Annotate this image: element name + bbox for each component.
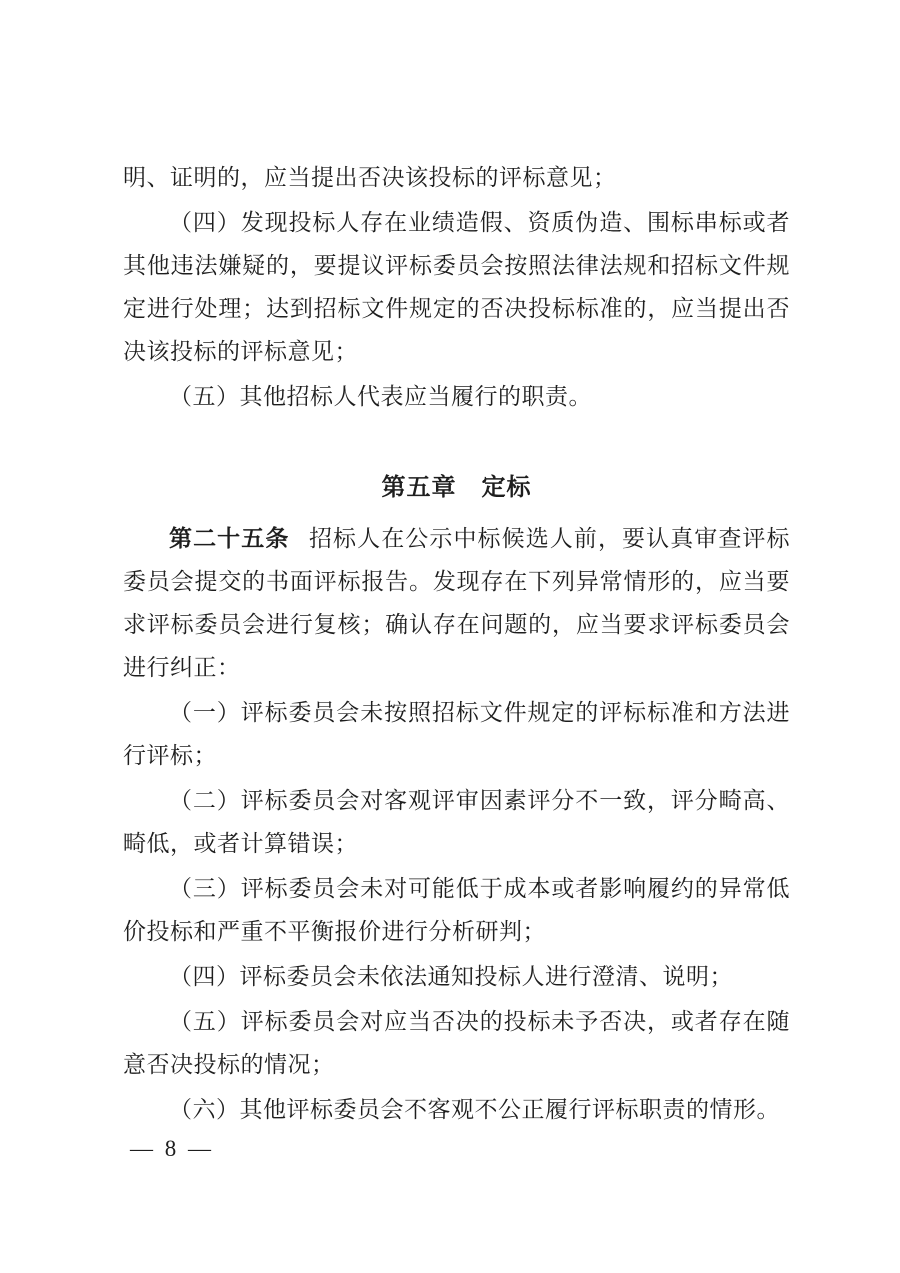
paragraph-continuation: 明、证明的，应当提出否决该投标的评标意见；: [123, 165, 617, 190]
page-number-footer: — 8 —: [130, 1136, 214, 1161]
paragraph-article-25: [123, 517, 790, 689]
list-item-abnormal-5: （五）评标委员会对应当否决的投标未予否决，或者存在随意否决投标的情况；: [123, 1009, 790, 1077]
list-item-abnormal-3: （三）评标委员会未对可能低于成本或者影响履约的异常低价投标和严重不平衡报价进行分析研判；: [123, 876, 790, 944]
paragraph-clause-five: （五）其他招标人代表应当履行的职责。: [169, 384, 592, 409]
article-body-text: 招标人在公示中标候选人前，要认真审查评标委员会提交的书面评标报告。发现存在下列异常情形的，应当要求评标委员会进行复核；确认存在问题的，应当要求评标委员会进行纠正：: [123, 526, 791, 680]
list-item-abnormal-2: （二）评标委员会对客观评审因素评分不一致，评分畸高、畸低，或者计算错误；: [123, 788, 790, 856]
article-number: 第二十五条: [169, 525, 290, 551]
chapter-heading: 第五章 定标: [381, 474, 532, 501]
list-item-abnormal-4: （四）评标委员会未依法通知投标人进行澄清、说明；: [169, 964, 733, 989]
list-item-abnormal-6: （六）其他评标委员会不客观不公正履行评标职责的情形。: [169, 1097, 780, 1122]
list-item-abnormal-1: （一）评标委员会未按照招标文件规定的评标标准和方法进行评标；: [123, 700, 790, 768]
paragraph-clause-four: （四）发现投标人存在业绩造假、资质伪造、围标串标或者其他违法嫌疑的，要提议评标委员会按照法律法规和招标文件规定进行处理；达到招标文件规定的否决投标标准的，应当提出否决该投标的评标意见；: [123, 210, 790, 364]
document-body: [123, 156, 790, 1133]
